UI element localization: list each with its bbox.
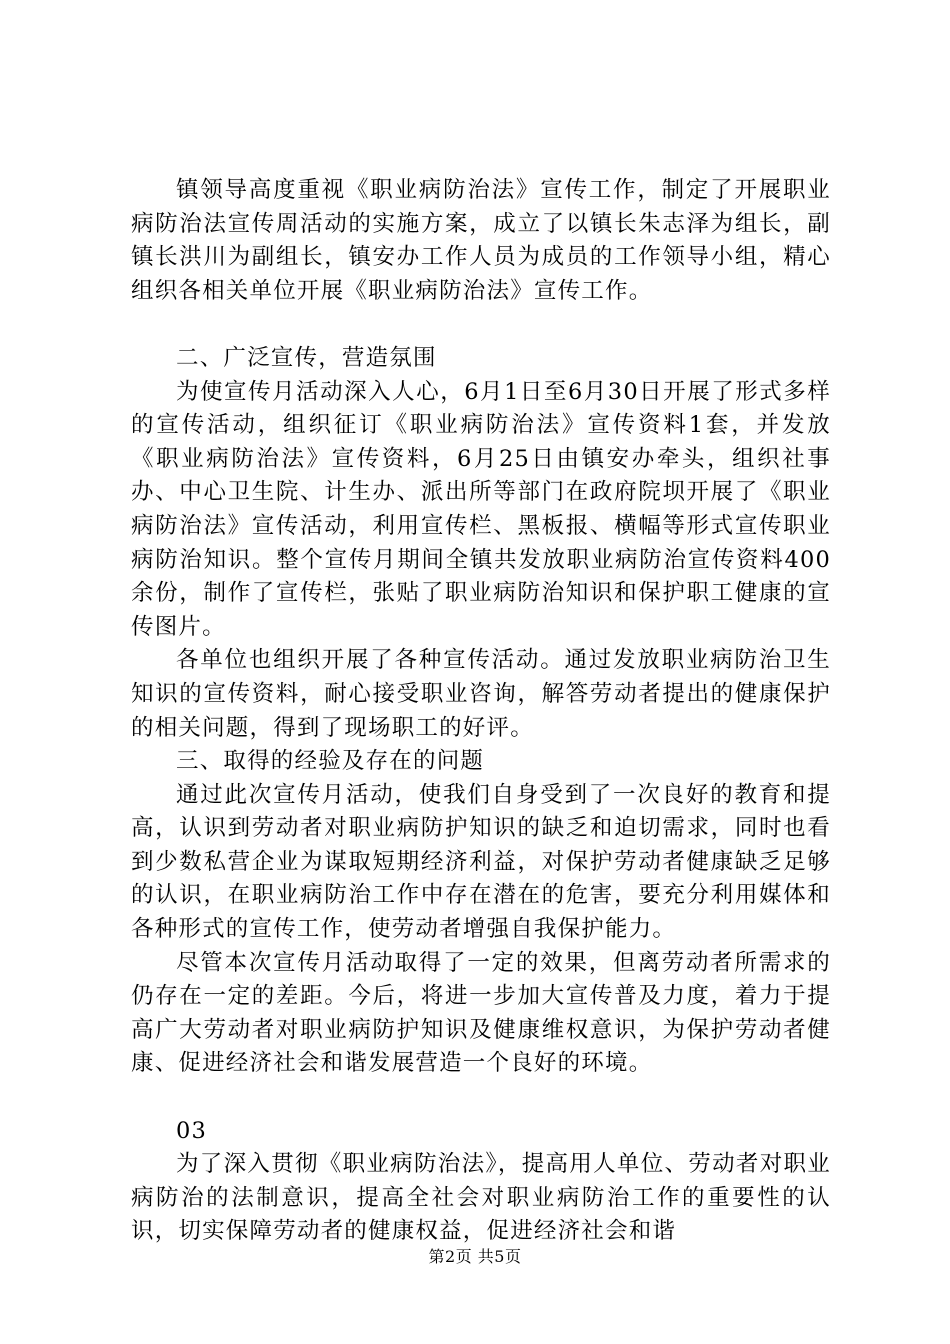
paragraph-intro-03: 为了深入贯彻《职业病防治法》，提高用人单位、劳动者对职业病防治的法制意识，提高全社会对职业病防治工作的重要性的认识，切实保障劳动者的健康权益，促进经济社会和谐 — [131, 1151, 831, 1245]
paragraph-leadership: 镇领导高度重视《职业病防治法》宣传工作，制定了开展职业病防治法宣传周活动的实施方案，成立了以镇长朱志泽为组长，副镇长洪川为副组长，镇安办工作人员为成员的工作领导小组，精心组织各相关单位开展《职业病防治法》宣传工作。 — [131, 177, 831, 304]
paragraph-experience: 通过此次宣传月活动，使我们自身受到了一次良好的教育和提高，认识到劳动者对职业病防护知识的缺乏和迫切需求，同时也看到少数私营企业为谋取短期经济利益，对保护劳动者健康缺乏足够的认识，在职业病防治工作中存在潜在的危害，要充分利用媒体和各种形式的宣传工作，使劳动者增强自我保护能力。 — [131, 781, 831, 943]
paragraph-publicity-activities: 为使宣传月活动深入人心，6月1日至6月30日开展了形式多样的宣传活动，组织征订《职业病防治法》宣传资料1套，并发放《职业病防治法》宣传资料，6月25日由镇安办牵头，组织社事办、中心卫生院、计生办、派出所等部门在政府院坝开展了《职业病防治法》宣传活动，利用宣传栏、黑板报、横幅等形式宣传职业病防治知识。整个宣传月期间全镇共发放职业病防治宣传资料400余份，制作了宣传栏，张贴了职业病防治知识和保护职工健康的宣传图片。 — [131, 378, 831, 640]
section-heading-experience: 三、取得的经验及存在的问题 — [176, 748, 485, 775]
paragraph-unit-activities: 各单位也组织开展了各种宣传活动。通过发放职业病防治卫生知识的宣传资料，耐心接受职业咨询，解答劳动者提出的健康保护的相关问题，得到了现场职工的好评。 — [131, 647, 831, 741]
paragraph-outlook: 尽管本次宣传月活动取得了一定的效果，但离劳动者所需求的仍存在一定的差距。今后，将进一步加大宣传普及力度，着力于提高广大劳动者对职业病防护知识及健康维权意识，为保护劳动者健康、促进经济社会和谐发展营造一个良好的环境。 — [131, 949, 831, 1077]
document-body — [131, 174, 831, 1249]
paragraph-gap — [131, 308, 831, 342]
section-number-03: 03 — [176, 1117, 208, 1144]
paragraph-gap — [131, 1081, 831, 1115]
page-number-footer: 第2页 共5页 — [428, 1247, 522, 1266]
section-heading-publicity: 二、广泛宣传，营造氛围 — [176, 344, 437, 371]
